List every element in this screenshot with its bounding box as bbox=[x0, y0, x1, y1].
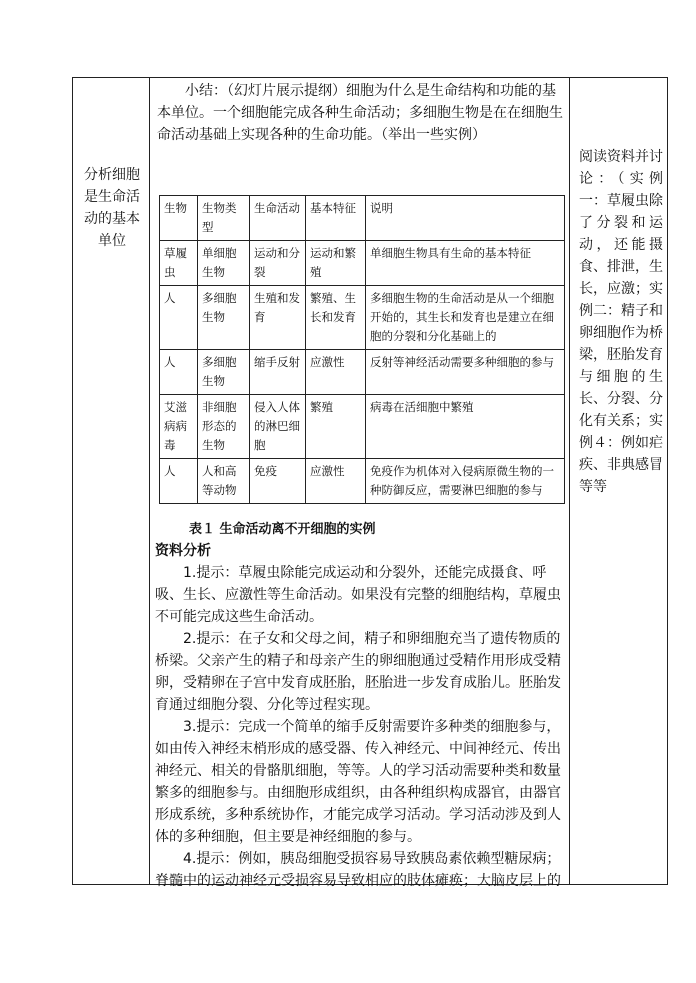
table-cell: 应激性 bbox=[306, 350, 366, 395]
table-cell: 运动和分裂 bbox=[250, 241, 306, 286]
table-row bbox=[160, 459, 565, 504]
table-cell: 单细胞生物 bbox=[198, 241, 250, 286]
table-cell: 运动和繁殖 bbox=[306, 241, 366, 286]
header-cell: 基本特征 bbox=[306, 196, 366, 241]
table-cell: 人 bbox=[160, 350, 198, 395]
topic-text: 分析细胞是生命活动的基本单位 bbox=[84, 167, 140, 249]
analysis-paragraph: 3.提示：完成一个简单的缩手反射需要许多种类的细胞参与，如由传入神经末梢形成的感受器、传入神经元、中间神经元、传出神经元、相关的骨骼肌细胞，等等。人的学习活动需要种类和数量繁多的细胞参与。由细胞形成组织，由各种组织构成器官，由器官形成系统，多种系统协作，才能完成学习活动。学习活动涉及到人体的多种细胞，但主要是神经细胞的参与。 bbox=[155, 719, 561, 845]
table-cell: 人和高等动物 bbox=[198, 459, 250, 504]
table-row bbox=[160, 350, 565, 395]
header-cell: 说明 bbox=[366, 196, 565, 241]
table-cell: 反射等神经活动需要多种细胞的参与 bbox=[366, 350, 565, 395]
column-divider bbox=[149, 78, 150, 884]
table-cell: 病毒在活细胞中繁殖 bbox=[366, 395, 565, 459]
table-cell: 艾滋病病毒 bbox=[160, 395, 198, 459]
table-cell: 人 bbox=[160, 286, 198, 350]
table-row bbox=[160, 395, 565, 459]
analysis-paragraph: 4.提示：例如，胰岛细胞受损容易导致胰岛素依赖型糖尿病；脊髓中的运动神经元受损容易导致相应的肢体瘫痪；大脑皮层上的 bbox=[155, 851, 561, 889]
table-cell: 草履虫 bbox=[160, 241, 198, 286]
lesson-table bbox=[72, 77, 668, 889]
table-cell: 应激性 bbox=[306, 459, 366, 504]
table-cell: 繁殖 bbox=[306, 395, 366, 459]
analysis-body bbox=[155, 562, 565, 892]
table-cell: 免疫作为机体对入侵病原微生物的一种防御反应，需要淋巴细胞的参与 bbox=[366, 459, 565, 504]
table-cell: 多细胞生物 bbox=[198, 350, 250, 395]
summary-text: 小结：（幻灯片展示提纲）细胞为什么是生命结构和功能的基本单位。一个细胞能完成各种生命活动；多细胞生物是在在细胞生命活动基础上实现各种的生命功能。（举出一些实例） bbox=[157, 83, 563, 143]
table-row bbox=[160, 241, 565, 286]
examples-table bbox=[159, 195, 565, 504]
column-divider bbox=[569, 78, 570, 884]
table-cell: 多细胞生物的生命活动是从一个细胞开始的，其生长和发育也是建立在细胞的分裂和分化基础上的 bbox=[366, 286, 565, 350]
analysis-paragraph: 1.提示：草履虫除能完成运动和分裂外，还能完成摄食、呼吸、生长、应激性等生命活动。如果没有完整的细胞结构，草履虫不可能完成这些生命活动。 bbox=[155, 565, 561, 625]
table-cell: 繁殖、生长和发育 bbox=[306, 286, 366, 350]
table-caption: 表１ 生命活动离不开细胞的实例 bbox=[189, 522, 376, 537]
header-cell: 生物 bbox=[160, 196, 198, 241]
header-cell: 生命活动 bbox=[250, 196, 306, 241]
activity-text: 阅读资料并讨论：（实例一：草履虫除了分裂和运动，还能摄食、排泄，生长，应激；实例二：精子和卵细胞作为桥梁，胚胎发育与细胞的生长、分裂、分化有关系；实例４：例如疟疾、非典感冒等等 bbox=[579, 149, 663, 495]
table-cell: 生殖和发育 bbox=[250, 286, 306, 350]
table-cell: 人 bbox=[160, 459, 198, 504]
table-row bbox=[160, 286, 565, 350]
table-cell: 非细胞形态的生物 bbox=[198, 395, 250, 459]
table-cell: 单细胞生物具有生命的基本特征 bbox=[366, 241, 565, 286]
table-cell: 多细胞生物 bbox=[198, 286, 250, 350]
analysis-heading: 资料分析 bbox=[155, 543, 211, 559]
table-cell: 侵入人体的淋巴细胞 bbox=[250, 395, 306, 459]
table-header-row bbox=[160, 196, 565, 241]
analysis-paragraph: 2.提示：在子女和父母之间，精子和卵细胞充当了遗传物质的桥梁。父亲产生的精子和母亲产生的卵细胞通过受精作用形成受精卵，受精卵在子宫中发育成胚胎，胚胎进一步发育成胎儿。胚胎发育通过细胞分裂、分化等过程实现。 bbox=[155, 631, 561, 713]
table-cell: 免疫 bbox=[250, 459, 306, 504]
header-cell: 生物类型 bbox=[198, 196, 250, 241]
table-cell: 缩手反射 bbox=[250, 350, 306, 395]
